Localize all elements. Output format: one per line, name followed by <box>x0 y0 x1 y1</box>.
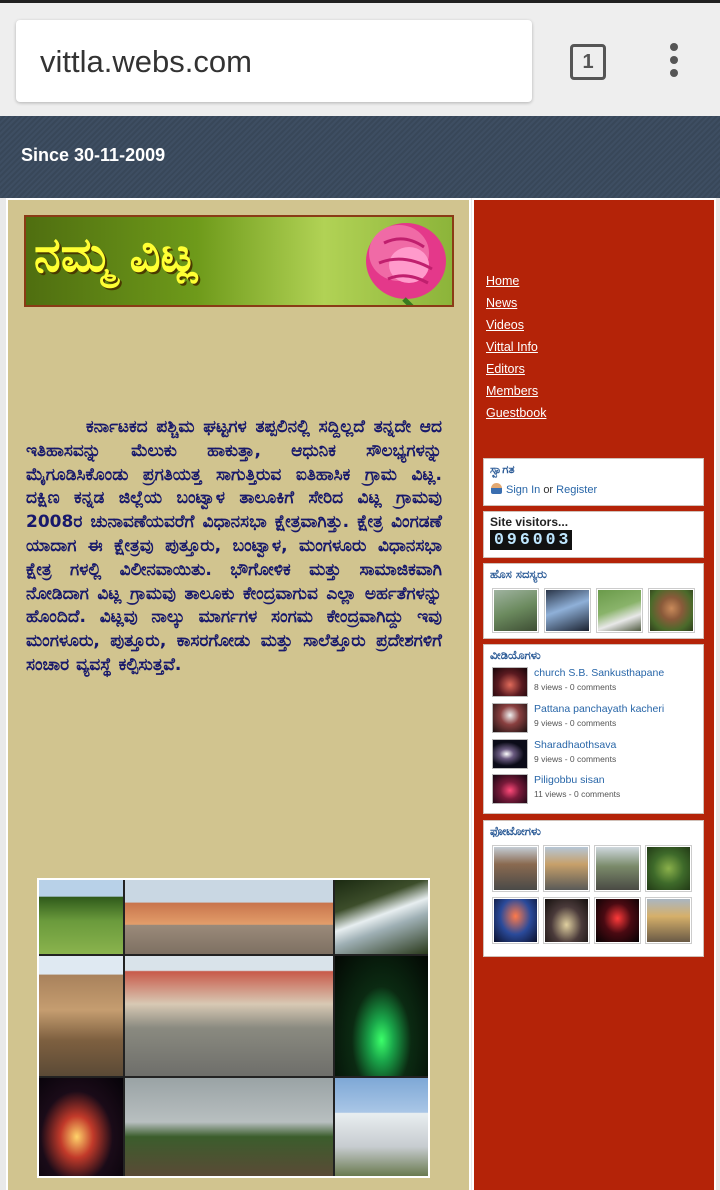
site-navigation <box>486 274 546 428</box>
site-header <box>0 116 720 198</box>
photo-thumbnail[interactable] <box>543 845 590 892</box>
video-thumbnail[interactable] <box>492 774 528 804</box>
photo-thumbnail[interactable] <box>645 845 692 892</box>
sign-in-link[interactable]: Sign In <box>506 484 541 496</box>
video-item[interactable] <box>492 739 697 771</box>
video-item[interactable] <box>492 774 697 806</box>
nav-item-vittal-info <box>486 340 546 362</box>
photo-thumbnail[interactable] <box>543 897 590 944</box>
counter-digit: 3 <box>558 530 569 549</box>
member-avatars <box>492 588 695 633</box>
visitor-counter-box <box>483 511 704 558</box>
video-stats: 9 views - 0 comments <box>534 754 617 764</box>
nav-item-home <box>486 274 546 296</box>
vittla-photo-collage <box>37 878 430 1178</box>
nav-item-guestbook <box>486 406 546 428</box>
photo-thumbnail[interactable] <box>492 845 539 892</box>
overflow-menu-icon[interactable] <box>664 43 684 83</box>
sidebar <box>472 198 716 1190</box>
member-avatar[interactable] <box>492 588 539 633</box>
collage-palms-photo <box>125 1078 333 1176</box>
video-thumbnail[interactable] <box>492 667 528 697</box>
photo-thumbnail[interactable] <box>594 897 641 944</box>
nav-link-members[interactable]: Members <box>486 384 539 398</box>
photo-grid <box>492 845 692 944</box>
nav-link-vittal-info[interactable]: Vittal Info <box>486 340 538 354</box>
video-stats: 8 views - 0 comments <box>534 682 617 692</box>
visitor-counter <box>490 530 572 550</box>
since-date: Since 30-11-2009 <box>21 145 166 165</box>
article-text: ಕರ್ನಾಟಕದ ಪಶ್ಚಿಮ ಘಟ್ಟಗಳ ತಪ್ಪಲಿನಲ್ಲಿ ಸದ್ದಿಲ್ಲದೆ ತನ್ನದೇ ಆದ ಇತಿಹಾಸವನ್ನು ಮೆಲುಕು ಹಾಕುತ್ತಾ, ಆಧುನಿಕ ಸೌಲಭ್ಯಗಳನ್ನು ಮೈಗೂಡಿಸಿಕೊಂಡು ಪ್ರಗತಿಯತ್ತ ಸಾಗುತ್ತಿರುವ ಐತಿಹಾಸಿಕ ಗ್ರಾಮ ವಿಟ್ಲ. ದಕ್ಷಿಣ ಕನ್ನಡ ಜಿಲ್ಲೆಯ ಬಂಟ್ವಾಳ ತಾಲೂಕಿಗೆ ಸೇರಿದ ವಿಟ್ಲ ಗ್ರಾಮವು 2008ರ ಚುನಾವಣೆಯವರೆಗೆ ವಿಧಾನಸಭಾ ಕ್ಷೇತ್ರವಾಗಿತ್ತು. ಕ್ಷೇತ್ರ ವಿಂಗಡಣೆ ಯಾದಾಗ ಈ ಕ್ಷೇತ್ರವು ಪುತ್ತೂರು, ಬಂಟ್ವಾಳ, ಮಂಗಳೂರು ವಿಧಾನಸಭಾ ಕ್ಷೇತ್ರ ಗಳಲ್ಲಿ ವಿಲೀನವಾಯಿತು. ಭೌಗೋಳಿಕ ಮತ್ತು ಸಾಮಾಜಿಕವಾಗಿ ನೋಡಿದಾಗ ವಿಟ್ಲ ಗ್ರಾಮವು ತಾಲೂಕು ಕೇಂದ್ರವಾಗುವ ಎಲ್ಲಾ ಅರ್ಹತೆಗಳನ್ನು ಹೊಂದಿದೆ. ವಿಟ್ಲವು ನಾಲ್ಕು ಮಾರ್ಗಗಳ ಸಂಗಮ ಕೇಂದ್ರವಾಗಿದ್ದು ಇವು ಮಂಗಳೂರು, ಪುತ್ತೂರು, ಕಾಸರಗೋಡು ಮತ್ತು ಸಾಲೆತ್ತೂರು ಪ್ರದೇಶಗಳಿಗೆ ಸಂಚಾರ ವ್ಯವಸ್ಥೆ ಕಲ್ಪಿಸುತ್ತವೆ. <box>26 417 442 675</box>
nav-item-news <box>486 296 546 318</box>
nav-item-members <box>486 384 546 406</box>
collage-waterfall-photo <box>335 880 428 954</box>
counter-digit: 6 <box>519 530 530 549</box>
welcome-heading: ಸ್ವಾಗತ <box>490 462 515 476</box>
counter-digit: 0 <box>494 530 504 549</box>
welcome-box <box>483 458 704 506</box>
nav-link-home[interactable]: Home <box>486 274 520 288</box>
video-thumbnail[interactable] <box>492 739 528 769</box>
counter-digit: 0 <box>532 530 543 549</box>
member-avatar[interactable] <box>648 588 695 633</box>
register-link[interactable]: Register <box>556 484 598 496</box>
collage-town-square-photo <box>125 956 333 1076</box>
sign-in-row <box>491 483 597 496</box>
tab-switcher-button[interactable]: 1 <box>570 44 606 80</box>
browser-toolbar <box>0 0 720 116</box>
user-icon <box>491 483 502 494</box>
or-text: or <box>543 484 554 496</box>
banner-title: ನಮ್ಮ ವಿಟ್ಲ <box>34 227 198 283</box>
collage-church-photo <box>39 1078 123 1176</box>
video-title-link[interactable]: Piligobbu sisan <box>534 774 605 786</box>
photo-thumbnail[interactable] <box>645 897 692 944</box>
new-members-box <box>483 563 704 639</box>
photo-thumbnail[interactable] <box>492 897 539 944</box>
member-avatar[interactable] <box>544 588 591 633</box>
main-content <box>6 198 471 1190</box>
video-title-link[interactable]: Pattana panchayath kacheri <box>534 703 665 715</box>
collage-hospital-photo <box>335 1078 428 1176</box>
photos-box <box>483 820 704 957</box>
video-thumbnail[interactable] <box>492 703 528 733</box>
collage-fields-photo <box>39 880 123 954</box>
video-stats: 9 views - 0 comments <box>534 718 617 728</box>
video-item[interactable] <box>492 667 697 699</box>
video-stats: 11 views - 0 comments <box>534 789 621 799</box>
counter-digit: 0 <box>545 530 556 549</box>
collage-building-photo <box>125 880 333 954</box>
flower-image <box>344 215 454 307</box>
collage-mosque-photo <box>335 956 428 1076</box>
member-avatar[interactable] <box>596 588 643 633</box>
photo-thumbnail[interactable] <box>594 845 641 892</box>
nav-item-videos <box>486 318 546 340</box>
collage-temple-photo <box>39 956 123 1076</box>
nav-link-videos[interactable]: Videos <box>486 318 524 332</box>
url-text[interactable]: vittla.webs.com <box>40 44 252 79</box>
video-item[interactable] <box>492 703 697 735</box>
video-title-link[interactable]: Sharadhaothsava <box>534 739 617 751</box>
nav-link-guestbook[interactable]: Guestbook <box>486 406 547 420</box>
counter-digit: 9 <box>506 530 517 549</box>
site-banner <box>24 215 454 307</box>
videos-heading: ವೀಡಿಯೊಗಳು <box>490 648 541 662</box>
new-members-heading: ಹೊಸ ಸದಸ್ಯರು <box>490 567 547 581</box>
nav-link-editors[interactable]: Editors <box>486 362 525 376</box>
video-title-link[interactable]: church S.B. Sankusthapane <box>534 667 665 679</box>
nav-link-news[interactable]: News <box>486 296 518 310</box>
visitors-heading: Site visitors... <box>490 515 569 529</box>
nav-item-editors <box>486 362 546 384</box>
videos-box <box>483 644 704 814</box>
address-bar[interactable] <box>16 20 532 102</box>
photos-heading: ಫೋಟೋಗಳು <box>490 824 541 838</box>
